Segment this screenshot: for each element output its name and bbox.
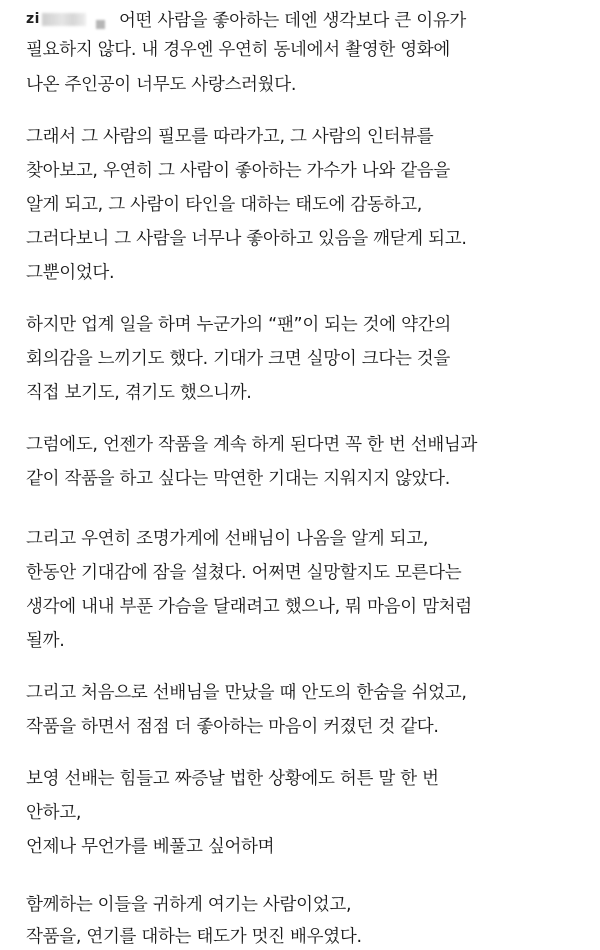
text-line: 그뿐이었다. — [26, 263, 115, 283]
redacted-name — [42, 13, 86, 26]
text-line: 회의감을 느끼기도 했다. 기대가 크면 실망이 크다는 것을 — [26, 349, 451, 369]
author-handle-fragment: zi — [26, 11, 40, 27]
text-line: 그리고 처음으로 선배님을 만났을 때 안도의 한숨을 쉬었고, — [26, 683, 467, 703]
text-line: 찾아보고, 우연히 그 사람이 좋아하는 가수가 나와 같음을 — [26, 161, 451, 181]
text-line: 그리고 우연히 조명가게에 선배님이 나옴을 알게 되고, — [26, 529, 429, 549]
text-line: 그래서 그 사람의 필모를 따라가고, 그 사람의 인터뷰를 — [26, 127, 434, 147]
text-line: 같이 작품을 하고 싶다는 막연한 기대는 지워지지 않았다. — [26, 469, 451, 489]
text-line: 하지만 업계 일을 하며 누군가의 “팬”이 되는 것에 약간의 — [26, 315, 451, 335]
text-line: 필요하지 않다. 내 경우엔 우연히 동네에서 촬영한 영화에 — [26, 40, 451, 60]
text-line: 언제나 무언가를 베풀고 싶어하며 — [26, 837, 275, 857]
text-line: 작품을 하면서 점점 더 좋아하는 마음이 커졌던 것 같다. — [26, 717, 439, 737]
text-line: 보영 선배는 힘들고 짜증날 법한 상황에도 허튼 말 한 번 — [26, 769, 439, 789]
text-line: 직접 보기도, 겪기도 했으니까. — [26, 383, 252, 403]
text-line: 한동안 기대감에 잠을 설쳤다. 어쩌면 실망할지도 모른다는 — [26, 563, 462, 583]
first-line — [26, 6, 466, 32]
text-line: 나온 주인공이 너무도 사랑스러웠다. — [26, 75, 297, 95]
text-line: 될까. — [26, 631, 65, 651]
text-line: 작품을, 연기를 대하는 태도가 멋진 배우였다. — [26, 927, 362, 947]
text-line: 함께하는 이들을 귀하게 여기는 사람이었고, — [26, 895, 352, 915]
text-line: 안하고, — [26, 803, 82, 823]
text-line: 그럼에도, 언젠가 작품을 계속 하게 된다면 꼭 한 번 선배님과 — [26, 435, 478, 455]
text-line: 그러다보니 그 사람을 너무나 좋아하고 있음을 깨닫게 되고. — [26, 229, 467, 249]
text-line: 생각에 내내 부푼 가슴을 달래려고 했으나, 뭐 마음이 맘처럼 — [26, 597, 472, 617]
text-line: 어떤 사람을 좋아하는 데엔 생각보다 큰 이유가 — [118, 10, 467, 31]
redacted-mark — [96, 20, 105, 29]
text-line: 알게 되고, 그 사람이 타인을 대하는 태도에 감동하고, — [26, 195, 423, 215]
